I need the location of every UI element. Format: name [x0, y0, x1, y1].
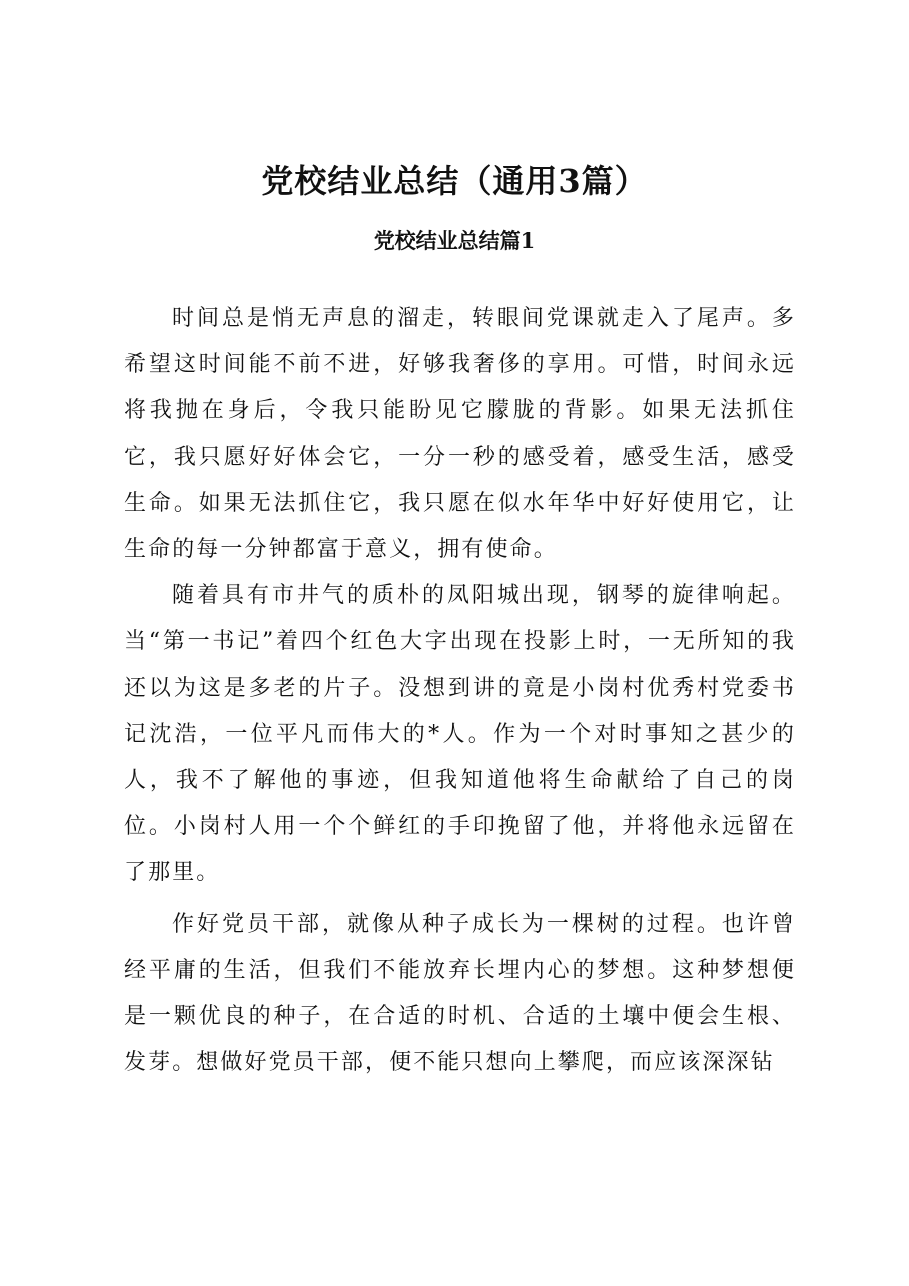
- paragraph-3: 作好党员干部，就像从种子成长为一棵树的过程。也许曾经平庸的生活，但我们不能放弃长埋内心的梦想。这种梦想便是一颗优良的种子，在合适的时机、合适的土壤中便会生根、发芽。想做好党员干部，便不能只想向上攀爬，而应该深深钻: [124, 911, 796, 1076]
- paragraph-2: 随着具有市井气的质朴的凤阳城出现，钢琴的旋律响起。当“第一书记”着四个红色大字出现在投影上时，一无所知的我还以为这是多老的片子。没想到讲的竟是小岗村优秀村党委书记沈浩，一位平凡而伟大的*人。作为一个对时事知之甚少的人，我不了解他的事迹，但我知道他将生命献给了自己的岗位。小岗村人用一个个鲜红的手印挽留了他，并将他永远留在了那里。: [124, 583, 796, 886]
- document-body: [124, 296, 796, 1086]
- section-title: 党校结业总结篇1: [373, 228, 536, 253]
- document-title: 党校结业总结（通用3篇）: [261, 162, 648, 200]
- paragraph-1: 时间总是悄无声息的溜走，转眼间党课就走入了尾声。多希望这时间能不前不进，好够我奢侈的享用。可惜，时间永远将我抛在身后，令我只能盼见它朦胧的背影。如果无法抓住它，我只愿好好体会它，一分一秒的感受着，感受生活，感受生命。如果无法抓住它，我只愿在似水年华中好好使用它，让生命的每一分钟都富于意义，拥有使命。: [124, 306, 796, 563]
